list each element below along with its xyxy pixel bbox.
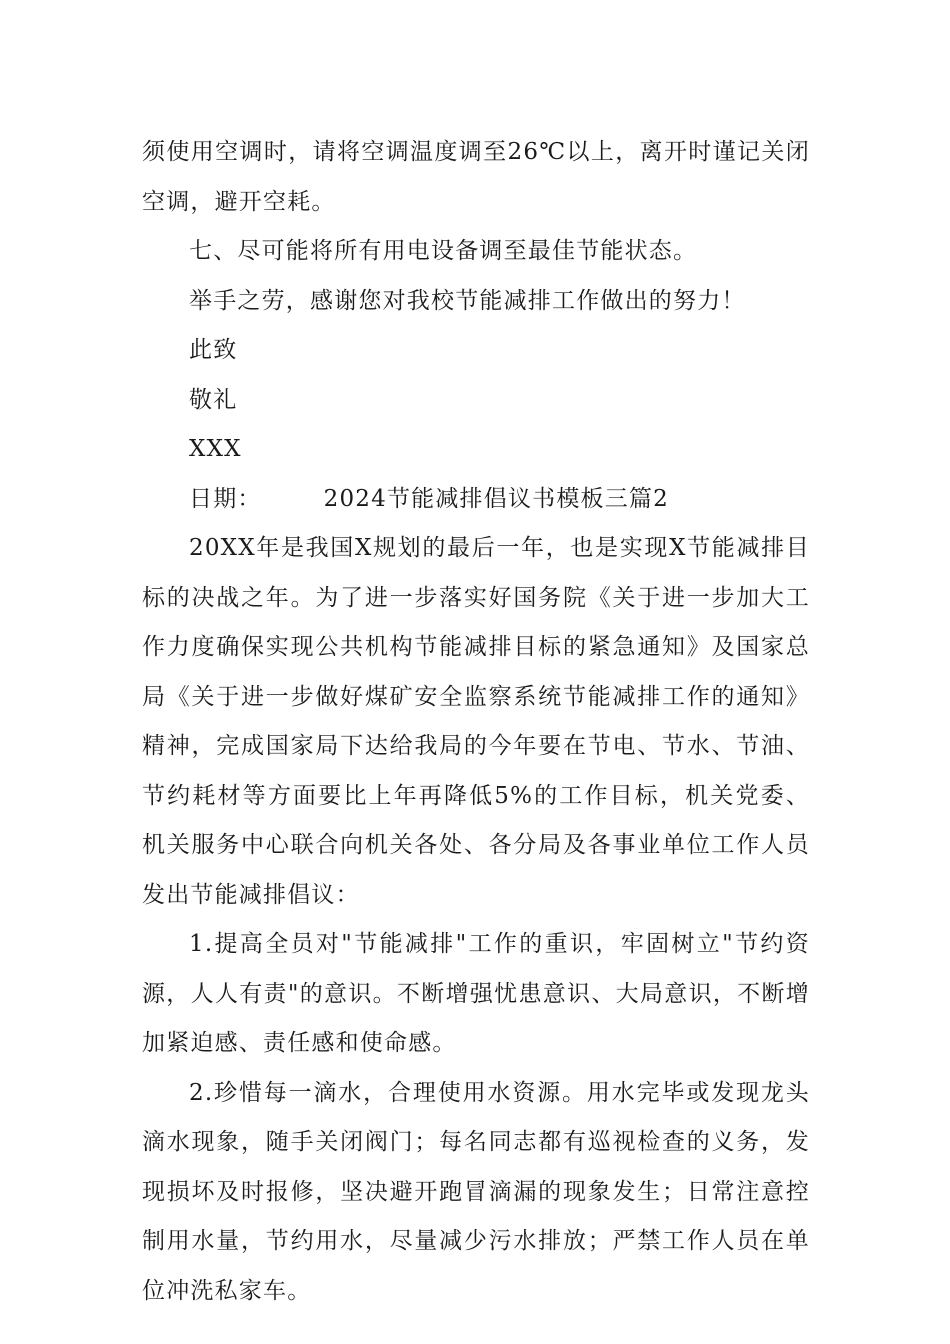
document-body bbox=[142, 128, 810, 1316]
paragraph-intro: 20XX年是我国X规划的最后一年，也是实现X节能减排目标的决战之年。为了进一步落实好国务院《关于进一步加大工作力度确保实现公共机构节能减排目标的紧急通知》及国家总局《关于进一步做好煤矿安全监察系统节能减排工作的通知》精神，完成国家局下达给我局的今年要在节电、节水、节油、节约耗材等方面要比上年再降低5%的工作目标，机关党委、机关服务中心联合向机关各处、各分局及各事业单位工作人员发出节能减排倡议： bbox=[142, 535, 810, 908]
section-title: 2024节能减排倡议书模板三篇2 bbox=[323, 485, 669, 512]
paragraph-item-seven: 七、尽可能将所有用电设备调至最佳节能状态。 bbox=[189, 238, 698, 264]
date-label: 日期： bbox=[189, 485, 262, 512]
signature: XXX bbox=[189, 436, 242, 462]
paragraph-point-one: 1.提高全员对"节能减排"工作的重识，牢固树立"节约资源，人人有责"的意识。不断增强忧患意识、大局意识，不断增加紧迫感、责任感和使命感。 bbox=[142, 931, 810, 1056]
closing-cizhi: 此致 bbox=[189, 337, 238, 363]
closing-jingli: 敬礼 bbox=[189, 386, 238, 413]
paragraph-ac-usage: 须使用空调时，请将空调温度调至26℃以上，离开时谨记关闭空调，避开空耗。 bbox=[142, 139, 810, 215]
date-and-title-line bbox=[142, 475, 810, 525]
paragraph-point-two: 2.珍惜每一滴水，合理使用水资源。用水完毕或发现龙头滴水现象，随手关闭阀门；每名同志都有巡视检查的义务，发现损坏及时报修，坚决避开跑冒滴漏的现象发生；日常注意控制用水量，节约用水，尽量减少污水排放；严禁工作人员在单位冲洗私家车。 bbox=[142, 1079, 810, 1304]
paragraph-thanks: 举手之劳，感谢您对我校节能减排工作做出的努力！ bbox=[189, 287, 746, 314]
